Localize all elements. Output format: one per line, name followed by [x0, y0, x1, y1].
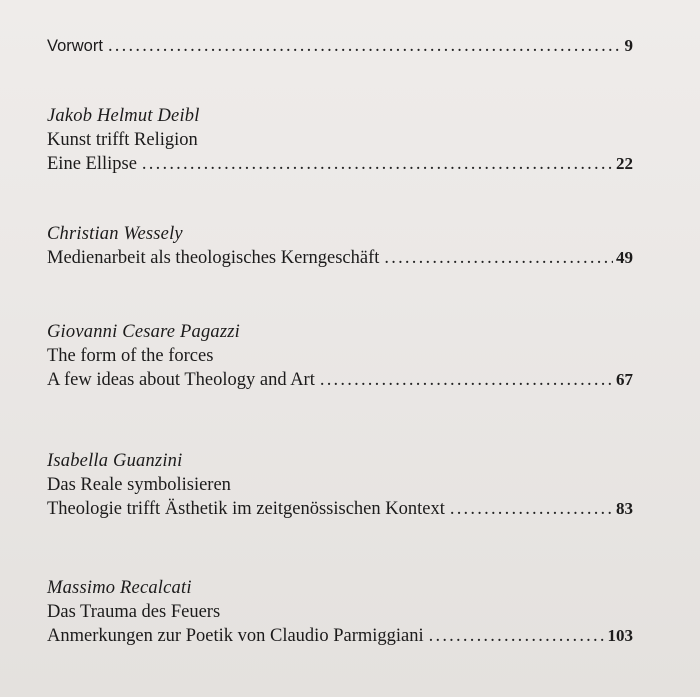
leader-dots	[142, 152, 613, 176]
entry-subtitle: Eine Ellipse	[47, 154, 137, 174]
toc-entry-guanzini	[47, 449, 633, 521]
toc-entry-recalcati	[47, 576, 633, 648]
entry-author: Giovanni Cesare Pagazzi	[47, 322, 241, 342]
page-number: 9	[624, 36, 633, 55]
entry-title: Kunst trifft Religion	[47, 130, 198, 150]
leader-dots	[320, 368, 613, 392]
toc-line[interactable]	[47, 34, 633, 58]
toc-entry-pagazzi	[47, 320, 633, 392]
entry-author: Isabella Guanzini	[47, 451, 183, 471]
leader-dots	[429, 624, 605, 648]
entry-title: Das Trauma des Feuers	[47, 602, 221, 622]
entry-title: Das Reale symbolisieren	[47, 475, 231, 495]
entry-subtitle: Anmerkungen zur Poetik von Claudio Parmiggiani	[47, 626, 424, 646]
page-number: 103	[607, 626, 633, 645]
page-number: 49	[616, 248, 633, 267]
entry-title: Vorwort	[47, 37, 103, 55]
toc-line[interactable]	[47, 152, 633, 176]
toc-line[interactable]	[47, 368, 633, 392]
entry-title: The form of the forces	[47, 346, 214, 366]
toc-entry-wessely	[47, 222, 633, 270]
entry-title: Medienarbeit als theologisches Kerngeschäft	[47, 248, 380, 268]
page-number: 22	[616, 154, 633, 173]
toc-line[interactable]	[47, 624, 633, 648]
leader-dots	[450, 497, 613, 521]
entry-subtitle: A few ideas about Theology and Art	[47, 370, 315, 390]
entry-subtitle: Theologie trifft Ästhetik im zeitgenössischen Kontext	[47, 499, 445, 519]
toc-line[interactable]	[47, 246, 633, 270]
page-number: 67	[616, 370, 633, 389]
toc-entry-deibl	[47, 104, 633, 176]
toc-line[interactable]	[47, 497, 633, 521]
entry-author: Jakob Helmut Deibl	[47, 106, 200, 126]
page-number: 83	[616, 499, 633, 518]
leader-dots	[108, 34, 622, 58]
entry-author: Massimo Recalcati	[47, 578, 192, 598]
toc-entry-preface	[47, 34, 633, 58]
leader-dots	[384, 246, 613, 270]
entry-author: Christian Wessely	[47, 224, 183, 244]
